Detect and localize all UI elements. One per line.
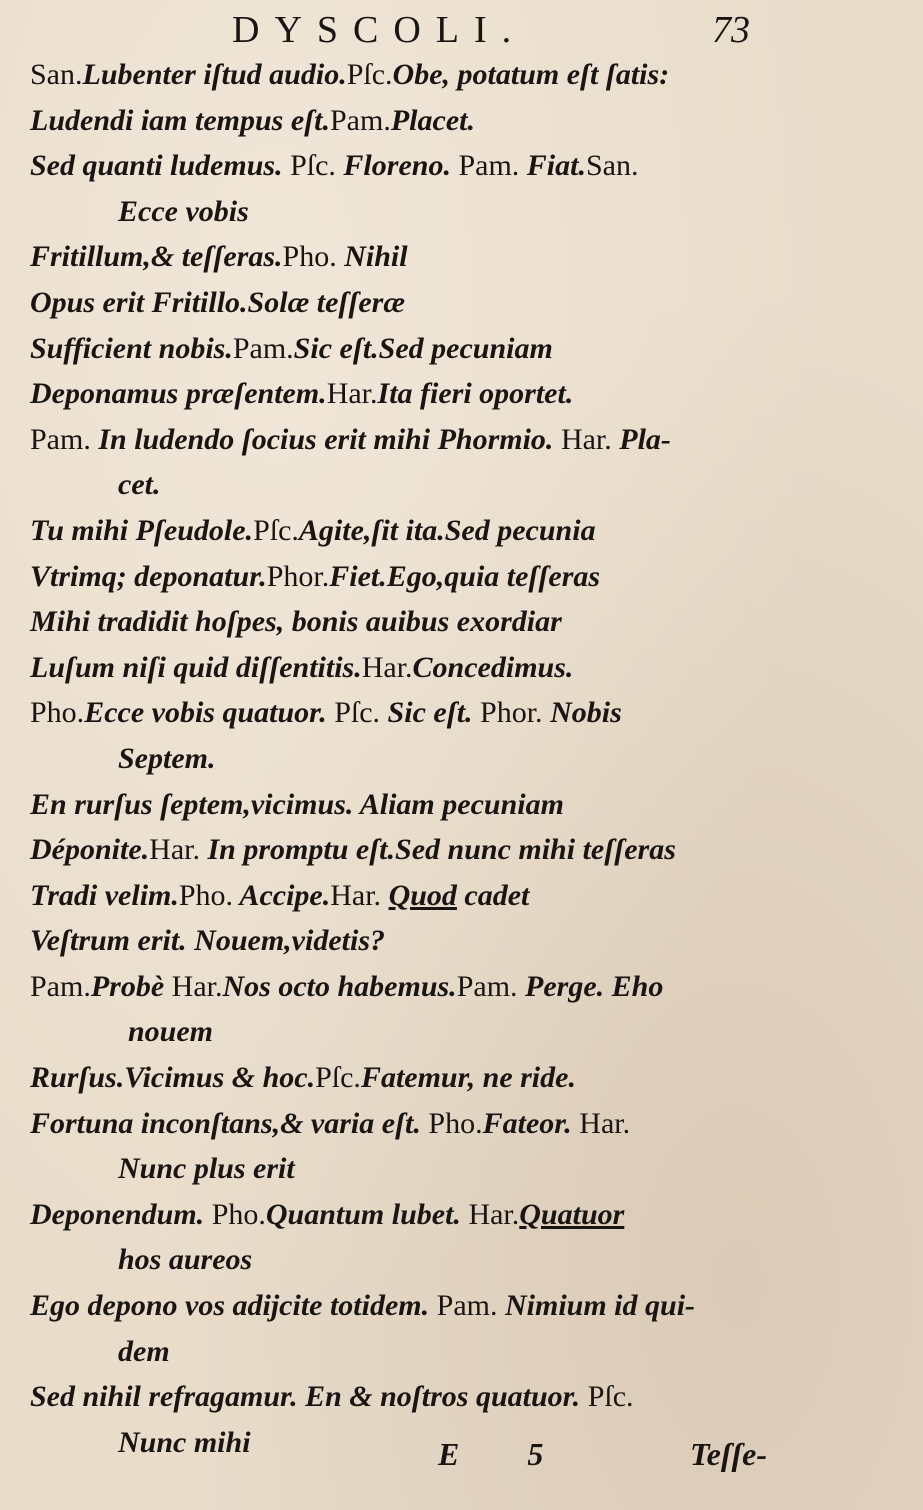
verse-line (30, 1374, 910, 1420)
verse-segment: Ecce vobis (118, 194, 249, 228)
speaker-name: Phor. (266, 559, 330, 593)
verse-segment: Pla- (611, 422, 671, 456)
verse-line (30, 1283, 910, 1329)
verse-line (30, 1192, 910, 1238)
verse-text (30, 52, 910, 1465)
speaker-name: Pſc. (315, 1061, 361, 1095)
verse-line (30, 645, 910, 691)
verse-line (30, 964, 910, 1010)
speaker-name: Pam. (30, 422, 91, 456)
verse-segment: Tradi velim. (30, 878, 179, 912)
speaker-name: Har. (171, 969, 223, 1003)
speaker-name: Pam. (458, 149, 520, 183)
speaker-name: Har. (361, 650, 413, 684)
verse-segment: Mihi tradidit hoſpes, bonis auibus exordiar (30, 605, 562, 639)
verse-segment: Fateor. (482, 1106, 580, 1140)
verse-segment: Concedimus. (412, 650, 574, 684)
verse-line (30, 326, 910, 372)
speaker-name: Pam. (330, 103, 391, 137)
verse-segment: Probè (90, 969, 172, 1003)
verse-line (30, 52, 910, 98)
verse-segment: Fatemur, ne ride. (360, 1061, 576, 1095)
speaker-name: Pſc. (290, 149, 336, 183)
catchword: Teſſe- (690, 1436, 767, 1472)
verse-line (30, 234, 910, 280)
verse-segment: Deponendum. (30, 1197, 212, 1231)
speaker-name: San. (30, 58, 83, 91)
verse-line (30, 690, 910, 736)
verse-line (30, 782, 910, 828)
verse-segment: Fiat. (519, 149, 586, 183)
verse-segment: Nihil (336, 240, 408, 274)
verse-segment: Sufficient nobis. (30, 331, 233, 365)
verse-segment: Nobis (542, 696, 622, 730)
verse-line (30, 1101, 910, 1147)
verse-line (30, 599, 910, 645)
speaker-name: Pſc. (587, 1380, 634, 1414)
verse-segment: cadet (456, 878, 530, 912)
verse-segment: Fiet.Ego,quia teſſeras (329, 559, 601, 593)
verse-line (30, 554, 910, 600)
running-head: DYSCOLI. (232, 9, 527, 51)
speaker-name: Har. (330, 878, 382, 912)
verse-line (30, 462, 910, 508)
verse-segment: Sic eſt. (380, 696, 481, 730)
verse-segment: Quod (388, 878, 457, 912)
verse-segment: Ecce vobis quatuor. (84, 696, 335, 730)
verse-segment: Vtrimq; deponatur. (30, 559, 267, 593)
signature-mark: E 5 (438, 1436, 574, 1472)
verse-segment: Nos octo habemus. (222, 969, 457, 1003)
speaker-name: Phor. (480, 696, 543, 730)
verse-line (30, 371, 910, 417)
verse-segment: Fritillum,& teſſeras. (30, 240, 283, 274)
verse-segment: Quatuor (519, 1197, 625, 1231)
verse-segment: Nunc plus erit (118, 1152, 295, 1186)
speaker-name: Pam. (456, 969, 518, 1003)
verse-segment: Accipe. (233, 878, 331, 912)
verse-segment: Deponamus præſentem. (30, 377, 327, 411)
speaker-name: Pho. (428, 1106, 483, 1140)
verse-segment: Perge. Eho (517, 969, 664, 1003)
verse-segment: Placet. (390, 103, 475, 137)
page-number: 73 (712, 9, 750, 51)
verse-segment: Nimium id qui- (497, 1289, 696, 1323)
verse-line (30, 827, 910, 873)
verse-segment: Agite,ſit ita.Sed pecunia (298, 513, 596, 547)
verse-segment: Ita fieri oportet. (377, 377, 574, 411)
verse-segment: Ego depono vos adijcite totidem. (30, 1289, 437, 1323)
verse-segment: Nunc mihi (118, 1425, 251, 1459)
verse-segment: Ludendi iam tempus eſt. (30, 103, 330, 137)
verse-segment: Floreno. (335, 149, 459, 183)
page-header (0, 6, 923, 52)
speaker-name: Har. (149, 833, 200, 867)
verse-line (30, 280, 910, 326)
verse-line (30, 1237, 910, 1283)
verse-segment: In promptu eſt.Sed nunc mihi teſſeras (199, 833, 676, 867)
speaker-name: Pam. (436, 1289, 498, 1323)
speaker-name: San. (585, 149, 639, 183)
verse-segment: nouem (128, 1015, 214, 1049)
verse-segment (381, 879, 389, 912)
speaker-name: Pam. (232, 331, 294, 365)
verse-segment: En rurſus ſeptem,vicimus. Aliam pecuniam (30, 787, 564, 821)
speaker-name: Pho. (211, 1197, 266, 1231)
verse-segment: Obe, potatum eſt ſatis: (392, 58, 670, 91)
speaker-name: Har. (326, 377, 378, 411)
speaker-name: Har. (468, 1197, 520, 1231)
verse-segment: Lubenter iſtud audio. (82, 58, 347, 91)
speaker-name: Pam. (30, 969, 91, 1003)
verse-segment: cet. (118, 468, 161, 502)
verse-segment: hos aureos (118, 1243, 253, 1277)
verse-segment: Sic eſt.Sed pecuniam (293, 331, 553, 365)
speaker-name: Har. (579, 1106, 631, 1140)
verse-segment: Fortuna inconſtans,& varia eſt. (30, 1106, 429, 1140)
verse-line (30, 873, 910, 919)
speaker-name: Pſc. (334, 696, 381, 730)
verse-line (30, 143, 910, 189)
verse-segment: Quantum lubet. (265, 1197, 469, 1231)
verse-segment: Opus erit Fritillo.Solæ teſſeræ (30, 285, 406, 319)
verse-line (30, 736, 910, 782)
verse-line (30, 1146, 910, 1192)
speaker-name: Pſc. (346, 58, 393, 91)
verse-line (30, 189, 910, 235)
verse-segment: dem (118, 1334, 170, 1368)
speaker-name: Har. (560, 422, 612, 456)
verse-line (30, 508, 910, 554)
verse-segment: Rurſus.Vicimus & hoc. (30, 1061, 316, 1095)
verse-segment: Déponite. (30, 833, 150, 867)
verse-segment: Sed nihil refragamur. En & noſtros quatuor. (30, 1380, 588, 1414)
verse-line (30, 1329, 910, 1375)
verse-line (30, 98, 910, 144)
speaker-name: Pſc. (253, 513, 299, 547)
verse-segment: Septem. (118, 741, 216, 775)
verse-line (30, 918, 910, 964)
speaker-name: Pho. (282, 240, 337, 274)
speaker-name: Pho. (178, 878, 234, 912)
verse-segment: Tu mihi Pſeudole. (30, 513, 254, 547)
speaker-name: Pho. (30, 696, 85, 730)
verse-segment: In ludendo ſocius erit mihi Phormio. (90, 422, 561, 456)
verse-line (30, 1009, 910, 1055)
verse-segment: Sed quanti ludemus. (30, 149, 291, 183)
page-footer (0, 1430, 923, 1490)
verse-segment: Veſtrum erit. Nouem,videtis? (30, 924, 385, 958)
verse-line (30, 1055, 910, 1101)
verse-line (30, 417, 910, 463)
verse-segment: Luſum niſi quid diſſentitis. (30, 650, 362, 684)
